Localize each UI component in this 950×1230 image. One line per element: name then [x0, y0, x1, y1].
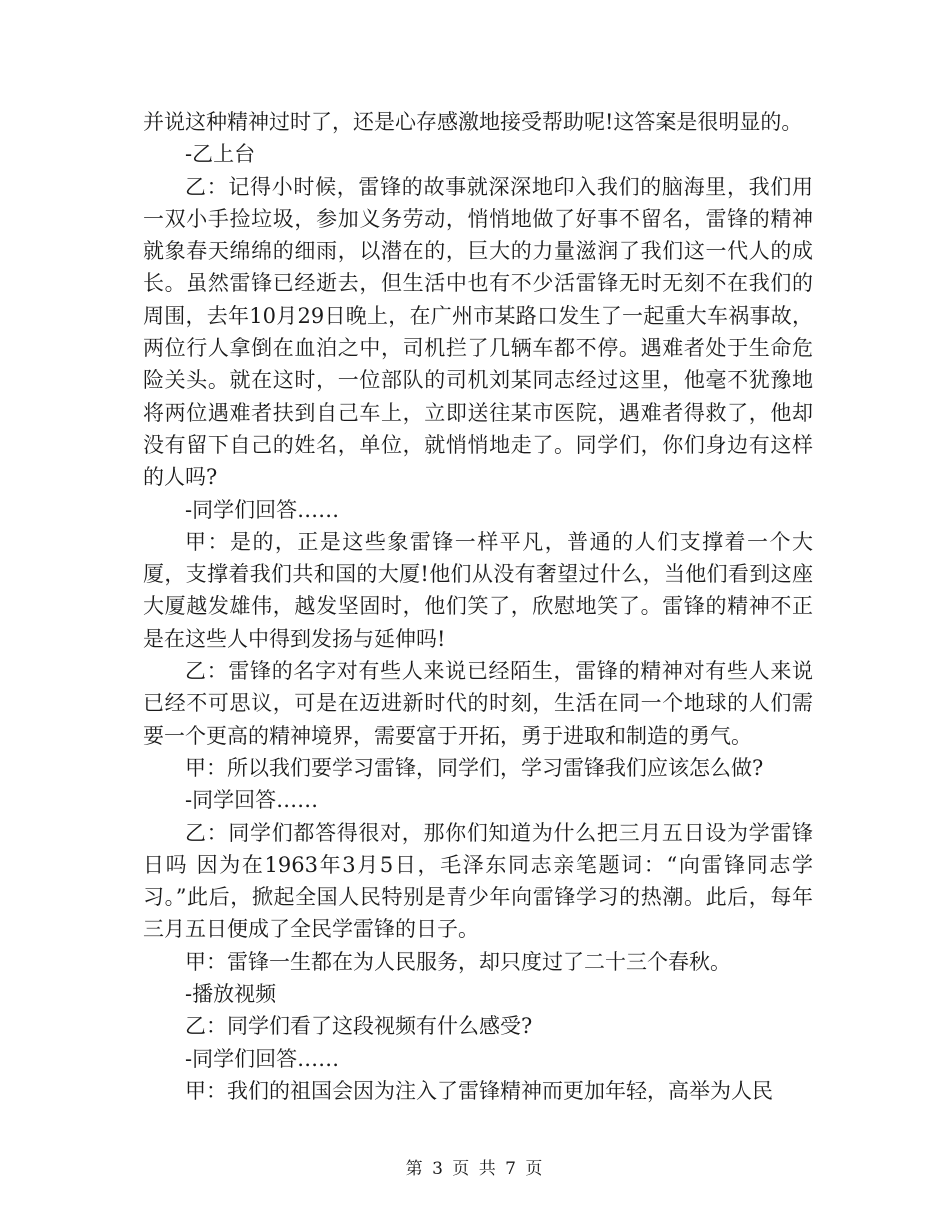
stage-direction-students-answer: -同学们回答…… — [185, 497, 340, 522]
stage-direction-student-answer: -同学回答…… — [185, 788, 319, 813]
stage-direction-students-answer-2: -同学们回答…… — [185, 1046, 340, 1071]
paragraph-jia-how-to-learn: 甲：所以我们要学习雷锋，同学们，学习雷锋我们应该怎么做? — [185, 755, 764, 780]
paragraph-yi-memories: 乙：记得小时候，雷锋的故事就深深地印入我们的脑海里，我们用一双小手捡垃圾，参加义务劳动，悄悄地做了好事不留名，雷锋的精神就象春天绵绵的细雨，以潜在的，巨大的力量滋润了我们这一代人的成长。虽然雷锋已经逝去，但生活中也有不少活雷锋无时无刻不在我们的周围，去年10月29日晚上，在广州市某路口发生了一起重大车祸事故，两位行人拿倒在血泊之中，司机拦了几辆车都不停。遇难者处于生命危险关头。就在这时，一位部队的司机刘某同志经过这里，他毫不犹豫地将两位遇难者扶到自己车上，立即送往某市医院，遇难者得救了，他却没有留下自己的姓名，单位，就悄悄地走了。同学们，你们身边有这样的人吗? — [143, 174, 813, 490]
paragraph-jia-motherland: 甲：我们的祖国会因为注入了雷锋精神而更加年轻，高举为人民 — [185, 1078, 773, 1103]
paragraph-yi-video-feelings: 乙：同学们看了这段视频有什么感受? — [185, 1014, 533, 1039]
paragraph-yi-new-era: 乙：雷锋的名字对有些人来说已经陌生，雷锋的精神对有些人来说已经不可思议，可是在迈进新时代的时刻，生活在同一个地球的人们需要一个更高的精神境界，需要富于开拓，勇于进取和制造的勇气。 — [143, 659, 813, 748]
page-number-footer: 第 3 页 共 7 页 — [405, 1159, 545, 1179]
paragraph-jia-twenty-three: 甲：雷锋一生都在为人民服务，却只度过了二十三个春秋。 — [185, 949, 731, 974]
stage-direction-yi-enters: -乙上台 — [185, 142, 256, 167]
stage-direction-play-video: -播放视频 — [185, 982, 277, 1007]
document-body — [143, 106, 813, 1107]
paragraph-jia-building: 甲：是的，正是这些象雷锋一样平凡，普通的人们支撑着一个大厦，支撑着我们共和国的大厦!他们从没有奢望过什么，当他们看到这座大厦越发雄伟，越发坚固时，他们笑了，欣慰地笑了。雷锋的精神不正是在这些人中得到发扬与延伸吗! — [143, 529, 813, 651]
paragraph-yi-march-fifth: 乙：同学们都答得很对，那你们知道为什么把三月五日设为学雷锋日吗 因为在1963年3月5日，毛泽东同志亲笔题词：“向雷锋同志学习。”此后，掀起全国人民特别是青少年向雷锋学习的热潮。此后，每年三月五日便成了全民学雷锋的日子。 — [143, 820, 813, 942]
paragraph-continuation: 并说这种精神过时了，还是心存感激地接受帮助呢!这答案是很明显的。 — [143, 110, 803, 134]
